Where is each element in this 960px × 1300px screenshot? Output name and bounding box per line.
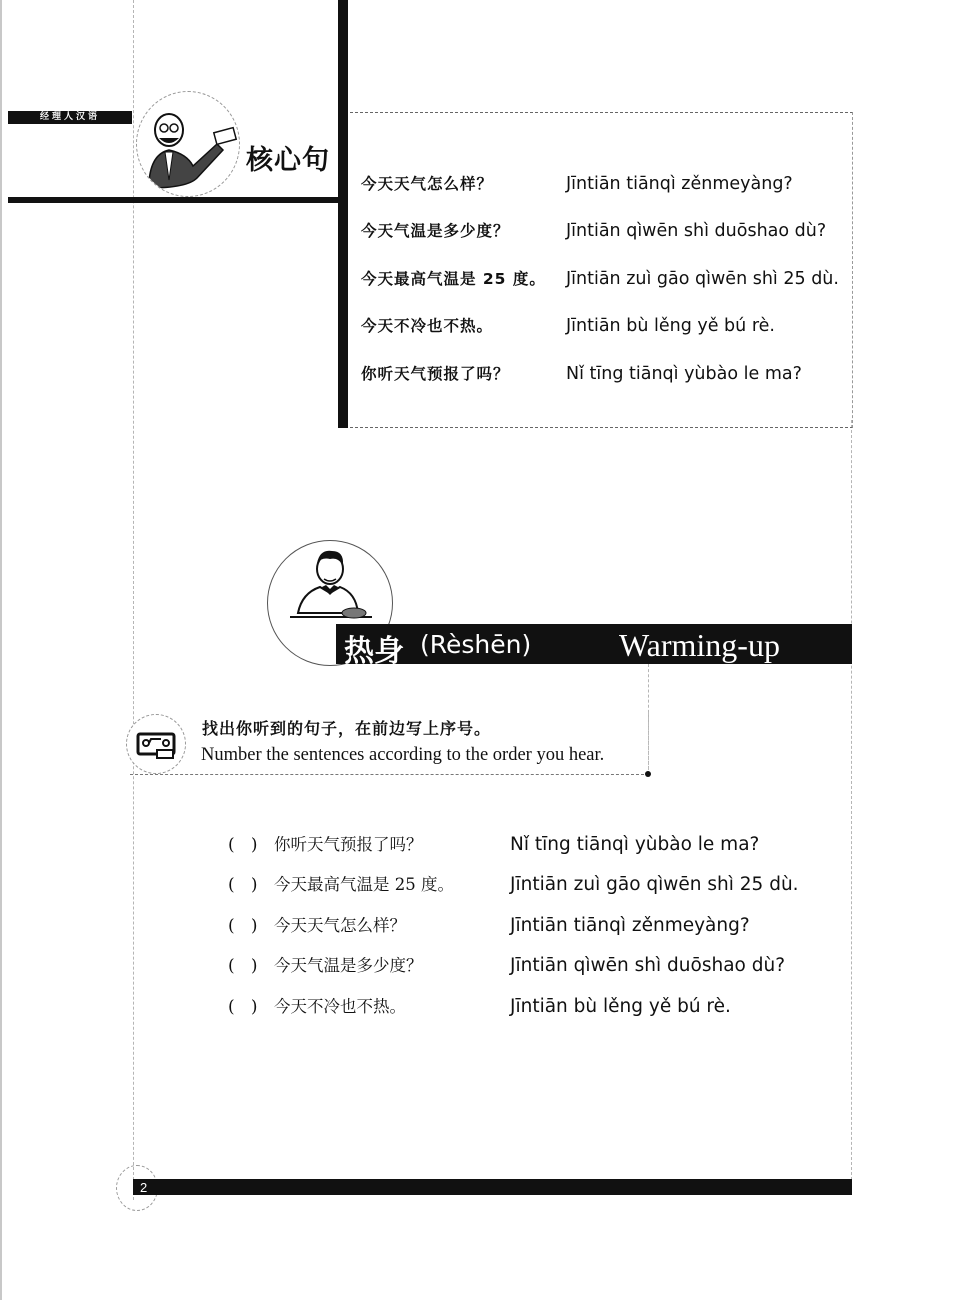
- exercise-chinese: 今天不冷也不热。: [274, 997, 406, 1016]
- exercise-chinese: 今天天气怎么样？: [274, 916, 406, 935]
- header-rule: [8, 197, 344, 203]
- exercise-pinyin: Jīntiān qìwēn shì duōshao dù?: [510, 955, 786, 976]
- answer-blank[interactable]: ( ): [228, 997, 258, 1017]
- core-sentence-chinese: 今天气温是多少度？: [361, 222, 510, 240]
- exercise-chinese: 今天气温是多少度？: [274, 956, 423, 975]
- warmup-title-english: Warming-up: [619, 627, 780, 663]
- core-sentence-chinese: 今天天气怎么样？: [361, 175, 494, 193]
- instruction-chinese: 找出你听到的句子，在前边写上序号。: [202, 719, 492, 738]
- core-sentence-chinese: 你听天气预报了吗？: [361, 365, 510, 383]
- header-vertical-rule: [338, 0, 348, 428]
- series-title-bar: 经理人汉语: [8, 111, 132, 124]
- answer-blank[interactable]: ( ): [228, 835, 258, 855]
- exercise-pinyin: Nǐ tīng tiānqì yùbào le ma?: [510, 834, 760, 855]
- core-sentence-pinyin: Jīntiān bù lěng yě bú rè.: [566, 316, 775, 336]
- answer-blank[interactable]: ( ): [228, 916, 258, 936]
- warmup-title-chinese: 热身: [344, 634, 404, 669]
- core-sentence-chinese: 今天最高气温是 25 度。: [361, 270, 546, 288]
- margin-guide-left: [133, 0, 134, 1200]
- core-sentence-pinyin: Nǐ tīng tiānqì yùbào le ma?: [566, 364, 802, 384]
- exercise-pinyin: Jīntiān bù lěng yě bú rè.: [510, 996, 731, 1017]
- exercise-pinyin: Jīntiān zuì gāo qìwēn shì 25 dù.: [510, 874, 799, 895]
- section-title-core-sentences: 核心句: [246, 145, 330, 176]
- answer-blank[interactable]: ( ): [228, 875, 258, 895]
- answer-blank[interactable]: ( ): [228, 956, 258, 976]
- core-sentence-pinyin: Jīntiān qìwēn shì duōshao dù?: [566, 221, 827, 241]
- warmup-title-bar: [336, 624, 852, 669]
- core-sentence-chinese: 今天不冷也不热。: [361, 317, 494, 335]
- bullet-dot: [645, 771, 651, 777]
- core-sentence-pinyin: Jīntiān zuì gāo qìwēn shì 25 dù.: [566, 269, 839, 289]
- businessman-holding-card-icon: [137, 92, 239, 196]
- instruction-english: Number the sentences according to the order you hear.: [201, 745, 605, 765]
- page-number: 2: [140, 1180, 148, 1195]
- exercise-pinyin: Jīntiān tiānqì zěnmeyàng?: [510, 915, 750, 936]
- warmup-title-pinyin: (Rèshēn): [420, 630, 532, 659]
- cassette-tape-icon: [127, 715, 185, 773]
- exercise-chinese: 你听天气预报了吗？: [274, 835, 423, 854]
- exercise-chinese: 今天最高气温是 25 度。: [274, 875, 454, 894]
- audio-icon-circle: [126, 714, 186, 774]
- page-edge: [0, 0, 2, 1300]
- core-sentence-pinyin: Jīntiān tiānqì zěnmeyàng?: [566, 174, 793, 194]
- core-illustration-circle: [136, 91, 240, 197]
- margin-guide-right: [851, 420, 852, 1180]
- footer-bar: [133, 1179, 852, 1195]
